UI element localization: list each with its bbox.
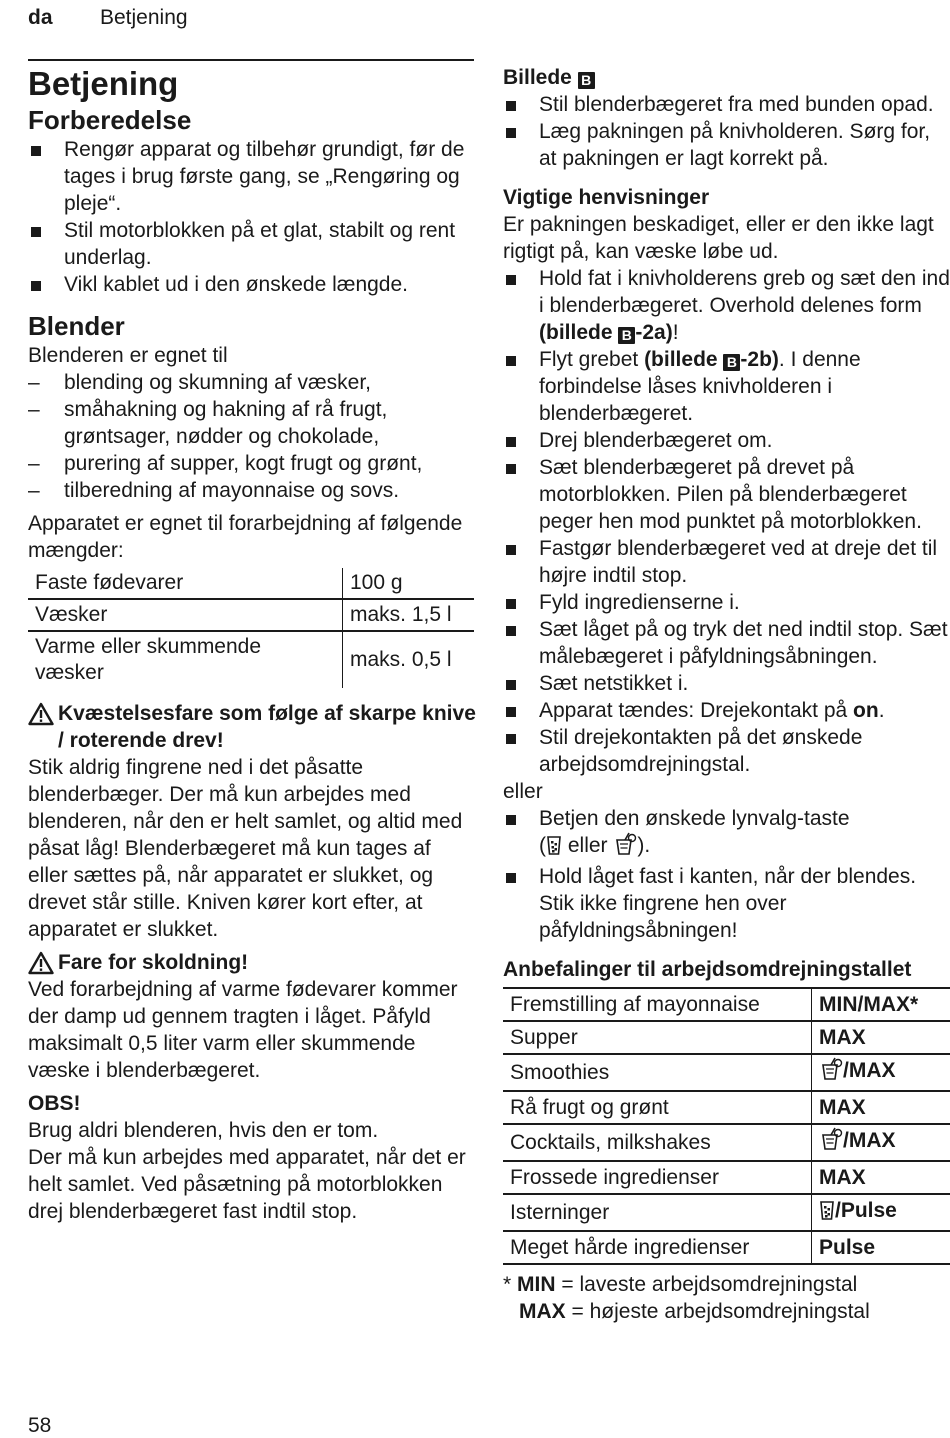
page-number: 58 bbox=[28, 1414, 51, 1438]
table-row bbox=[28, 631, 474, 688]
recommendation-value: Pulse bbox=[812, 1231, 950, 1264]
list-item: Stil motorblokken på et glat, stabilt og rent underlag. bbox=[28, 217, 476, 271]
picture-steps-list bbox=[503, 91, 950, 172]
list-item: Sæt låget på og tryk det ned indtil stop. Sæt målebægeret i påfyldningsåbningen. bbox=[503, 616, 950, 670]
blender-intro: Blenderen er egnet til bbox=[28, 342, 476, 369]
ice-crush-icon bbox=[819, 1199, 835, 1228]
recommendation-label: Cocktails, milkshakes bbox=[503, 1124, 812, 1161]
table-row bbox=[503, 1161, 950, 1194]
obs-heading: OBS! bbox=[28, 1090, 476, 1117]
page-title: Betjening bbox=[28, 64, 476, 104]
recommendation-label: Isterninger bbox=[503, 1194, 812, 1231]
recommendation-label: Meget hårde ingredienser bbox=[503, 1231, 812, 1264]
prep-heading: Forberedelse bbox=[28, 104, 476, 136]
picture-letter-badge: B bbox=[723, 354, 740, 371]
list-item: – blending og skumning af væsker, bbox=[28, 369, 476, 396]
scald-warning bbox=[28, 949, 476, 976]
list-item: – purering af supper, kogt frugt og grønt, bbox=[28, 450, 476, 477]
speed-recommendations-table bbox=[503, 987, 950, 1265]
recommendation-label: Rå frugt og grønt bbox=[503, 1091, 812, 1124]
list-item: Læg pakningen på knivholderen. Sørg for, at pakningen er lagt korrekt på. bbox=[503, 118, 950, 172]
injury-warning-text: Stik aldrig fingrene ned i det påsatte blenderbæger. Der må kun arbejdes med blenderen, når den er helt samlet, og altid med påsat låg! Blenderbægeret må kun tages af eller sættes på, når apparatet er slukket, og drevet står stille. Kniven kører kort efter, at apparatet er slukket. bbox=[28, 754, 476, 943]
prep-list bbox=[28, 136, 476, 298]
amount-value: maks. 1,5 l bbox=[343, 599, 475, 631]
list-item: Drej blenderbægeret om. bbox=[503, 427, 950, 454]
table-row bbox=[503, 1054, 950, 1091]
list-item: – småhakning og hakning af rå frugt, grøntsager, nødder og chokolade, bbox=[28, 396, 476, 450]
list-item: Fyld ingredienserne i. bbox=[503, 589, 950, 616]
recommendations-heading: Anbefalinger til arbejdsomdrejningstallet bbox=[503, 956, 950, 983]
table-row bbox=[503, 1021, 950, 1054]
section-name: Betjening bbox=[100, 6, 188, 30]
recommendation-label: Frossede ingredienser bbox=[503, 1161, 812, 1194]
obs-text: Brug aldri blenderen, hvis den er tom. bbox=[28, 1117, 476, 1144]
recommendation-value: /Pulse bbox=[812, 1194, 950, 1231]
notes-heading: Vigtige henvisninger bbox=[503, 184, 950, 211]
blender-heading: Blender bbox=[28, 310, 476, 342]
left-column bbox=[28, 64, 476, 1225]
amounts-intro: Apparatet er egnet til forarbejdning af følgende mængder: bbox=[28, 510, 476, 564]
list-item: Stil blenderbægeret fra med bunden opad. bbox=[503, 91, 950, 118]
table-row bbox=[503, 1124, 950, 1161]
list-item: Flyt grebet (billede B -2b). I denne forbindelse låses knivholderen i blenderbægeret. bbox=[503, 346, 950, 427]
recommendation-label: Smoothies bbox=[503, 1054, 812, 1091]
notes-text: Er pakningen beskadiget, eller er den ikke lagt rigtigt på, kan væske løbe ud. bbox=[503, 211, 950, 265]
ice-crush-icon bbox=[546, 834, 562, 863]
warning-triangle-icon bbox=[28, 949, 58, 976]
scald-warning-title: Fare for skoldning! bbox=[58, 949, 248, 976]
table-row bbox=[503, 1091, 950, 1124]
picture-reference: Billede B bbox=[503, 64, 950, 91]
table-row bbox=[503, 988, 950, 1021]
table-row bbox=[503, 1194, 950, 1231]
list-item: Rengør apparat og tilbehør grundigt, før de tages i brug første gang, se „Rengøring og pleje“. bbox=[28, 136, 476, 217]
list-item: Hold låget fast i kanten, når der blendes. Stik ikke fingrene hen over påfyldningsåbningen! bbox=[503, 863, 950, 944]
smoothie-icon bbox=[613, 832, 637, 863]
table-row bbox=[503, 1231, 950, 1264]
list-item: Sæt blenderbægeret på drevet på motorblokken. Pilen på blenderbægeret peger hen mod punktet på motorblokken. bbox=[503, 454, 950, 535]
assembly-steps-list bbox=[503, 265, 950, 778]
picture-letter-badge: B bbox=[578, 72, 595, 89]
footnote: * MIN = laveste arbejdsomdrejningstal bbox=[503, 1271, 950, 1298]
blender-uses-list bbox=[28, 369, 476, 504]
recommendation-value: /MAX bbox=[812, 1124, 950, 1161]
list-item: – tilberedning af mayonnaise og sovs. bbox=[28, 477, 476, 504]
or-text: eller bbox=[503, 778, 950, 805]
table-row bbox=[28, 568, 474, 599]
page-header bbox=[28, 6, 53, 30]
recommendation-label: Supper bbox=[503, 1021, 812, 1054]
list-item: Sæt netstikket i. bbox=[503, 670, 950, 697]
amount-label: Varme eller skummende væsker bbox=[28, 631, 343, 688]
footnote: MAX = højeste arbejdsomdrejningstal bbox=[503, 1298, 950, 1325]
amount-label: Væsker bbox=[28, 599, 343, 631]
list-item: Betjen den ønskede lynvalg-taste ( eller ). bbox=[503, 805, 950, 863]
recommendation-label: Fremstilling af mayonnaise bbox=[503, 988, 812, 1021]
smoothie-icon bbox=[819, 1127, 843, 1158]
amount-value: maks. 0,5 l bbox=[343, 631, 475, 688]
amount-label: Faste fødevarer bbox=[28, 568, 343, 599]
recommendation-value: MAX bbox=[812, 1161, 950, 1194]
amounts-table bbox=[28, 568, 474, 688]
right-column bbox=[503, 64, 950, 1325]
picture-letter-badge: B bbox=[618, 327, 635, 344]
list-item: Vikl kablet ud i den ønskede længde. bbox=[28, 271, 476, 298]
amount-value: 100 g bbox=[343, 568, 475, 599]
recommendation-value: MIN/MAX* bbox=[812, 988, 950, 1021]
list-item: Fastgør blenderbægeret ved at dreje det til højre indtil stop. bbox=[503, 535, 950, 589]
warning-triangle-icon bbox=[28, 700, 58, 754]
recommendation-value: MAX bbox=[812, 1091, 950, 1124]
list-item: Hold fat i knivholderens greb og sæt den ind i blenderbægeret. Overhold delenes form (billede B -2a)! bbox=[503, 265, 950, 346]
scald-warning-text: Ved forarbejdning af varme fødevarer kommer der damp ud gennem tragten i låget. Påfyld maksimalt 0,5 liter varm eller skummende væske i blenderbægeret. bbox=[28, 976, 476, 1084]
recommendation-value: MAX bbox=[812, 1021, 950, 1054]
injury-warning bbox=[28, 700, 476, 754]
list-item: Apparat tændes: Drejekontakt på on. bbox=[503, 697, 950, 724]
table-row bbox=[28, 599, 474, 631]
header-rule bbox=[28, 59, 474, 61]
recommendation-value: /MAX bbox=[812, 1054, 950, 1091]
language-code: da bbox=[28, 6, 53, 29]
list-item: Stil drejekontakten på det ønskede arbejdsomdrejningstal. bbox=[503, 724, 950, 778]
obs-text: Der må kun arbejdes med apparatet, når det er helt samlet. Ved påsætning på motorblokken drej blenderbægeret fast indtil stop. bbox=[28, 1144, 476, 1225]
injury-warning-title: Kvæstelsesfare som følge af skarpe knive / roterende drev! bbox=[58, 700, 476, 754]
quick-steps-list bbox=[503, 805, 950, 944]
smoothie-icon bbox=[819, 1057, 843, 1088]
